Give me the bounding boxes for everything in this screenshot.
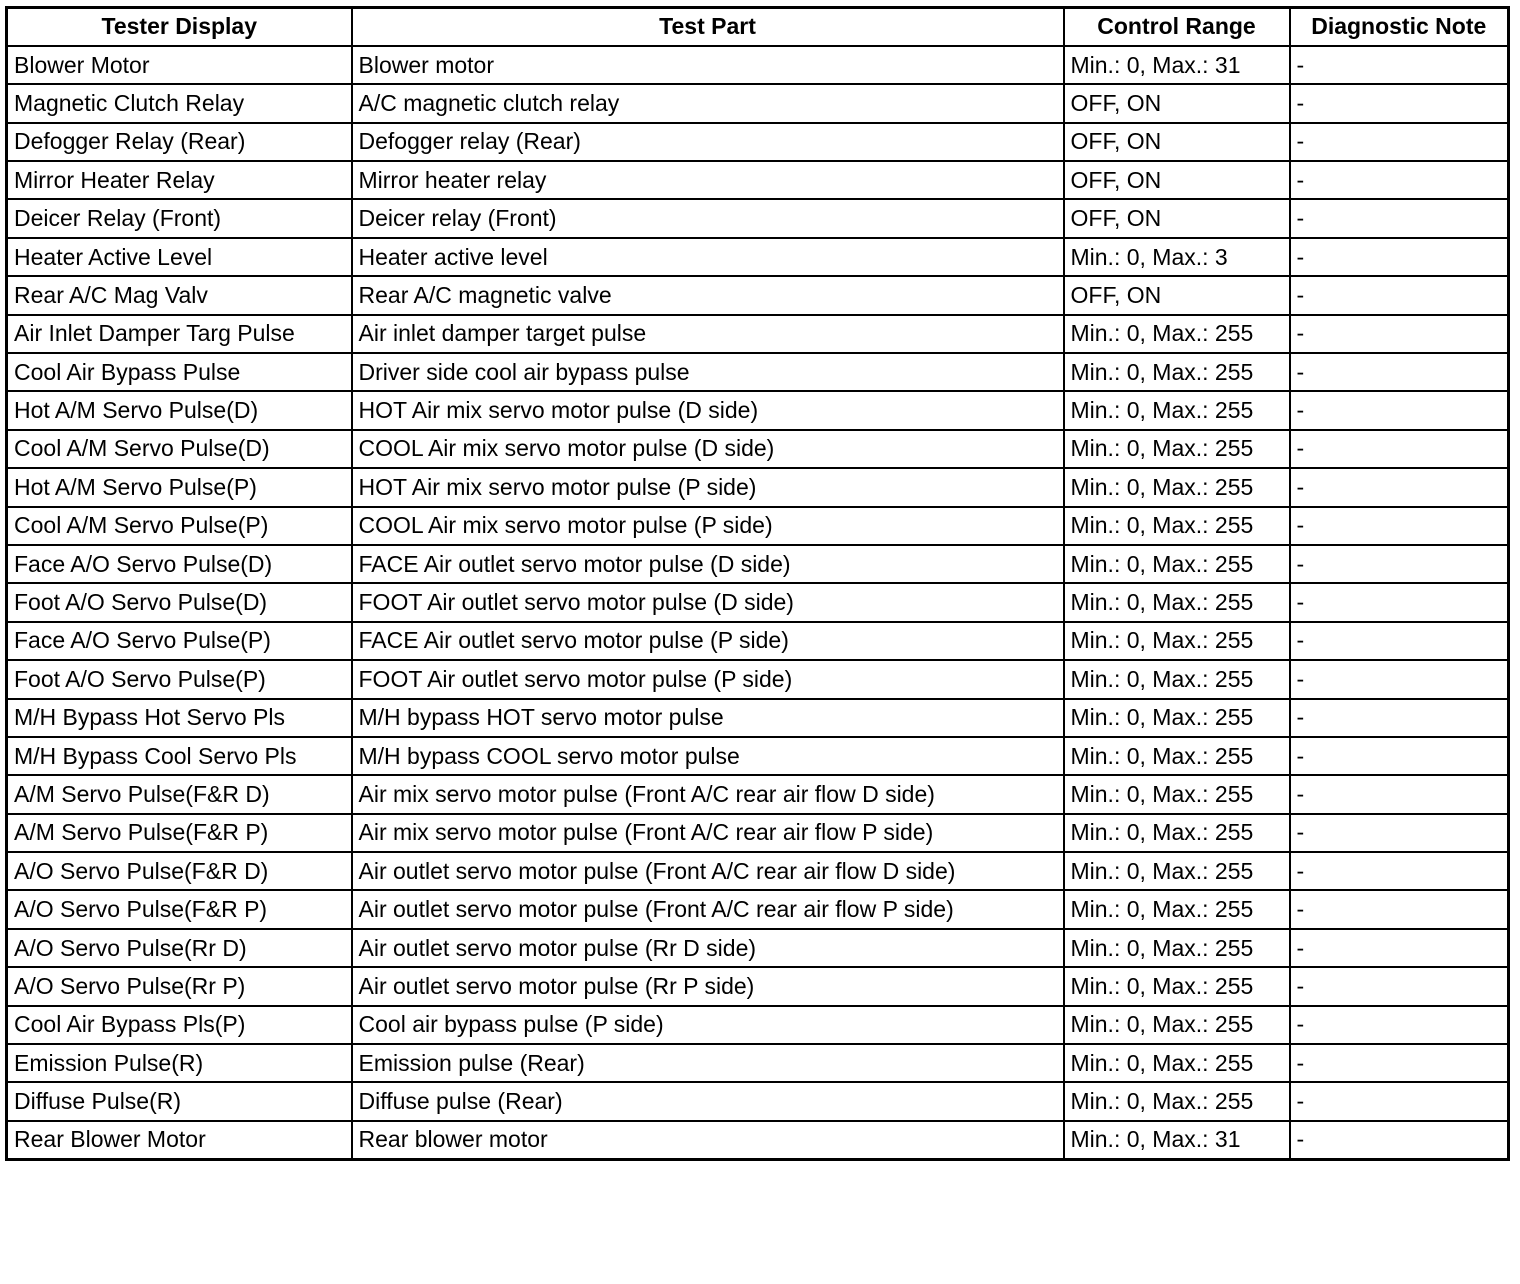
tester-display-cell: A/M Servo Pulse(F&R P) <box>7 814 352 852</box>
header-row <box>7 8 1509 46</box>
table-row <box>7 545 1509 583</box>
control-range-cell: OFF, ON <box>1064 199 1290 237</box>
test-part-cell: Air outlet servo motor pulse (Rr P side) <box>352 967 1064 1005</box>
test-part-cell: Defogger relay (Rear) <box>352 123 1064 161</box>
table-row <box>7 814 1509 852</box>
table-row <box>7 967 1509 1005</box>
control-range-cell: Min.: 0, Max.: 255 <box>1064 468 1290 506</box>
table-row <box>7 583 1509 621</box>
test-part-cell: Driver side cool air bypass pulse <box>352 353 1064 391</box>
test-part-cell: Air outlet servo motor pulse (Front A/C rear air flow P side) <box>352 890 1064 928</box>
tester-display-cell: A/M Servo Pulse(F&R D) <box>7 775 352 813</box>
test-part-cell: Deicer relay (Front) <box>352 199 1064 237</box>
control-range-cell: Min.: 0, Max.: 3 <box>1064 238 1290 276</box>
table-row <box>7 84 1509 122</box>
test-part-cell: FOOT Air outlet servo motor pulse (D side) <box>352 583 1064 621</box>
table-body <box>7 46 1509 1159</box>
diagnostic-note-cell: - <box>1290 699 1509 737</box>
control-range-cell: Min.: 0, Max.: 255 <box>1064 929 1290 967</box>
diagnostic-note-cell: - <box>1290 46 1509 84</box>
tester-display-cell: Rear A/C Mag Valv <box>7 276 352 314</box>
diagnostic-note-cell: - <box>1290 583 1509 621</box>
test-part-cell: FACE Air outlet servo motor pulse (D side) <box>352 545 1064 583</box>
tester-display-cell: Foot A/O Servo Pulse(D) <box>7 583 352 621</box>
diagnostic-note-cell: - <box>1290 814 1509 852</box>
test-part-cell: Air inlet damper target pulse <box>352 315 1064 353</box>
table-row <box>7 1044 1509 1082</box>
diagnostic-note-cell: - <box>1290 1121 1509 1159</box>
diagnostic-note-cell: - <box>1290 391 1509 429</box>
control-range-cell: Min.: 0, Max.: 255 <box>1064 737 1290 775</box>
test-part-cell: Heater active level <box>352 238 1064 276</box>
table-row <box>7 699 1509 737</box>
tester-display-cell: Deicer Relay (Front) <box>7 199 352 237</box>
test-part-cell: Air outlet servo motor pulse (Rr D side) <box>352 929 1064 967</box>
test-part-cell: COOL Air mix servo motor pulse (D side) <box>352 430 1064 468</box>
diagnostic-note-cell: - <box>1290 199 1509 237</box>
header-diagnostic-note: Diagnostic Note <box>1290 8 1509 46</box>
tester-display-cell: Emission Pulse(R) <box>7 1044 352 1082</box>
control-range-cell: Min.: 0, Max.: 255 <box>1064 775 1290 813</box>
header-control-range: Control Range <box>1064 8 1290 46</box>
test-part-cell: Diffuse pulse (Rear) <box>352 1082 1064 1120</box>
control-range-cell: Min.: 0, Max.: 255 <box>1064 1082 1290 1120</box>
control-range-cell: Min.: 0, Max.: 255 <box>1064 1044 1290 1082</box>
control-range-cell: OFF, ON <box>1064 123 1290 161</box>
table-row <box>7 430 1509 468</box>
diagnostic-note-cell: - <box>1290 622 1509 660</box>
table-row <box>7 507 1509 545</box>
tester-display-cell: Diffuse Pulse(R) <box>7 1082 352 1120</box>
tester-display-cell: Foot A/O Servo Pulse(P) <box>7 660 352 698</box>
diagnostic-note-cell: - <box>1290 315 1509 353</box>
table-row <box>7 660 1509 698</box>
diagnostic-note-cell: - <box>1290 1082 1509 1120</box>
test-part-cell: A/C magnetic clutch relay <box>352 84 1064 122</box>
test-part-cell: Air mix servo motor pulse (Front A/C rear air flow P side) <box>352 814 1064 852</box>
tester-display-cell: Defogger Relay (Rear) <box>7 123 352 161</box>
diagnostic-note-cell: - <box>1290 276 1509 314</box>
tester-display-cell: M/H Bypass Hot Servo Pls <box>7 699 352 737</box>
tester-display-cell: Hot A/M Servo Pulse(P) <box>7 468 352 506</box>
table-row <box>7 1082 1509 1120</box>
test-part-cell: Mirror heater relay <box>352 161 1064 199</box>
test-part-cell: Rear A/C magnetic valve <box>352 276 1064 314</box>
table-row <box>7 1006 1509 1044</box>
diagnostic-note-cell: - <box>1290 84 1509 122</box>
diagnostic-note-cell: - <box>1290 852 1509 890</box>
control-range-cell: Min.: 0, Max.: 255 <box>1064 660 1290 698</box>
table-row <box>7 161 1509 199</box>
table-row <box>7 123 1509 161</box>
tester-display-cell: A/O Servo Pulse(F&R D) <box>7 852 352 890</box>
tester-display-cell: Heater Active Level <box>7 238 352 276</box>
control-range-cell: Min.: 0, Max.: 255 <box>1064 622 1290 660</box>
diagnostic-note-cell: - <box>1290 123 1509 161</box>
table-row <box>7 852 1509 890</box>
test-part-cell: Blower motor <box>352 46 1064 84</box>
control-range-cell: Min.: 0, Max.: 255 <box>1064 852 1290 890</box>
table-row <box>7 468 1509 506</box>
diagnostic-note-cell: - <box>1290 468 1509 506</box>
table-row <box>7 622 1509 660</box>
table-row <box>7 737 1509 775</box>
tester-display-cell: Cool A/M Servo Pulse(D) <box>7 430 352 468</box>
tester-display-cell: Cool Air Bypass Pulse <box>7 353 352 391</box>
test-part-cell: Air mix servo motor pulse (Front A/C rear air flow D side) <box>352 775 1064 813</box>
test-part-cell: FOOT Air outlet servo motor pulse (P side) <box>352 660 1064 698</box>
table-row <box>7 391 1509 429</box>
table-row <box>7 315 1509 353</box>
control-range-cell: Min.: 0, Max.: 255 <box>1064 315 1290 353</box>
diagnostic-note-cell: - <box>1290 430 1509 468</box>
diagnostic-note-cell: - <box>1290 1006 1509 1044</box>
diagnostic-note-cell: - <box>1290 1044 1509 1082</box>
active-test-table <box>5 6 1510 1161</box>
test-part-cell: Cool air bypass pulse (P side) <box>352 1006 1064 1044</box>
diagnostic-note-cell: - <box>1290 967 1509 1005</box>
tester-display-cell: Face A/O Servo Pulse(P) <box>7 622 352 660</box>
test-part-cell: Air outlet servo motor pulse (Front A/C rear air flow D side) <box>352 852 1064 890</box>
diagnostic-note-cell: - <box>1290 238 1509 276</box>
table-row <box>7 929 1509 967</box>
table-row <box>7 1121 1509 1159</box>
diagnostic-note-cell: - <box>1290 890 1509 928</box>
table-row <box>7 238 1509 276</box>
control-range-cell: Min.: 0, Max.: 255 <box>1064 583 1290 621</box>
test-part-cell: FACE Air outlet servo motor pulse (P side) <box>352 622 1064 660</box>
diagnostic-note-cell: - <box>1290 161 1509 199</box>
tester-display-cell: Air Inlet Damper Targ Pulse <box>7 315 352 353</box>
control-range-cell: Min.: 0, Max.: 255 <box>1064 353 1290 391</box>
tester-display-cell: Face A/O Servo Pulse(D) <box>7 545 352 583</box>
control-range-cell: Min.: 0, Max.: 255 <box>1064 1006 1290 1044</box>
test-part-cell: Emission pulse (Rear) <box>352 1044 1064 1082</box>
tester-display-cell: Blower Motor <box>7 46 352 84</box>
table-row <box>7 199 1509 237</box>
tester-display-cell: Cool A/M Servo Pulse(P) <box>7 507 352 545</box>
control-range-cell: Min.: 0, Max.: 255 <box>1064 545 1290 583</box>
control-range-cell: OFF, ON <box>1064 84 1290 122</box>
tester-display-cell: A/O Servo Pulse(Rr D) <box>7 929 352 967</box>
test-part-cell: HOT Air mix servo motor pulse (D side) <box>352 391 1064 429</box>
diagnostic-note-cell: - <box>1290 507 1509 545</box>
control-range-cell: OFF, ON <box>1064 161 1290 199</box>
tester-display-cell: Hot A/M Servo Pulse(D) <box>7 391 352 429</box>
test-part-cell: M/H bypass HOT servo motor pulse <box>352 699 1064 737</box>
control-range-cell: Min.: 0, Max.: 31 <box>1064 46 1290 84</box>
control-range-cell: Min.: 0, Max.: 255 <box>1064 391 1290 429</box>
header-tester-display: Tester Display <box>7 8 352 46</box>
test-part-cell: M/H bypass COOL servo motor pulse <box>352 737 1064 775</box>
table-row <box>7 890 1509 928</box>
table-row <box>7 46 1509 84</box>
control-range-cell: OFF, ON <box>1064 276 1290 314</box>
tester-display-cell: Rear Blower Motor <box>7 1121 352 1159</box>
control-range-cell: Min.: 0, Max.: 255 <box>1064 890 1290 928</box>
table-row <box>7 353 1509 391</box>
tester-display-cell: Mirror Heater Relay <box>7 161 352 199</box>
control-range-cell: Min.: 0, Max.: 255 <box>1064 967 1290 1005</box>
test-part-cell: HOT Air mix servo motor pulse (P side) <box>352 468 1064 506</box>
control-range-cell: Min.: 0, Max.: 255 <box>1064 507 1290 545</box>
control-range-cell: Min.: 0, Max.: 255 <box>1064 814 1290 852</box>
header-test-part: Test Part <box>352 8 1064 46</box>
table-row <box>7 276 1509 314</box>
control-range-cell: Min.: 0, Max.: 255 <box>1064 430 1290 468</box>
diagnostic-note-cell: - <box>1290 353 1509 391</box>
tester-display-cell: Cool Air Bypass Pls(P) <box>7 1006 352 1044</box>
control-range-cell: Min.: 0, Max.: 31 <box>1064 1121 1290 1159</box>
diagnostic-note-cell: - <box>1290 545 1509 583</box>
table-row <box>7 775 1509 813</box>
control-range-cell: Min.: 0, Max.: 255 <box>1064 699 1290 737</box>
tester-display-cell: A/O Servo Pulse(Rr P) <box>7 967 352 1005</box>
diagnostic-note-cell: - <box>1290 737 1509 775</box>
diagnostic-note-cell: - <box>1290 775 1509 813</box>
test-part-cell: COOL Air mix servo motor pulse (P side) <box>352 507 1064 545</box>
test-part-cell: Rear blower motor <box>352 1121 1064 1159</box>
diagnostic-note-cell: - <box>1290 929 1509 967</box>
tester-display-cell: Magnetic Clutch Relay <box>7 84 352 122</box>
diagnostic-note-cell: - <box>1290 660 1509 698</box>
tester-display-cell: A/O Servo Pulse(F&R P) <box>7 890 352 928</box>
tester-display-cell: M/H Bypass Cool Servo Pls <box>7 737 352 775</box>
